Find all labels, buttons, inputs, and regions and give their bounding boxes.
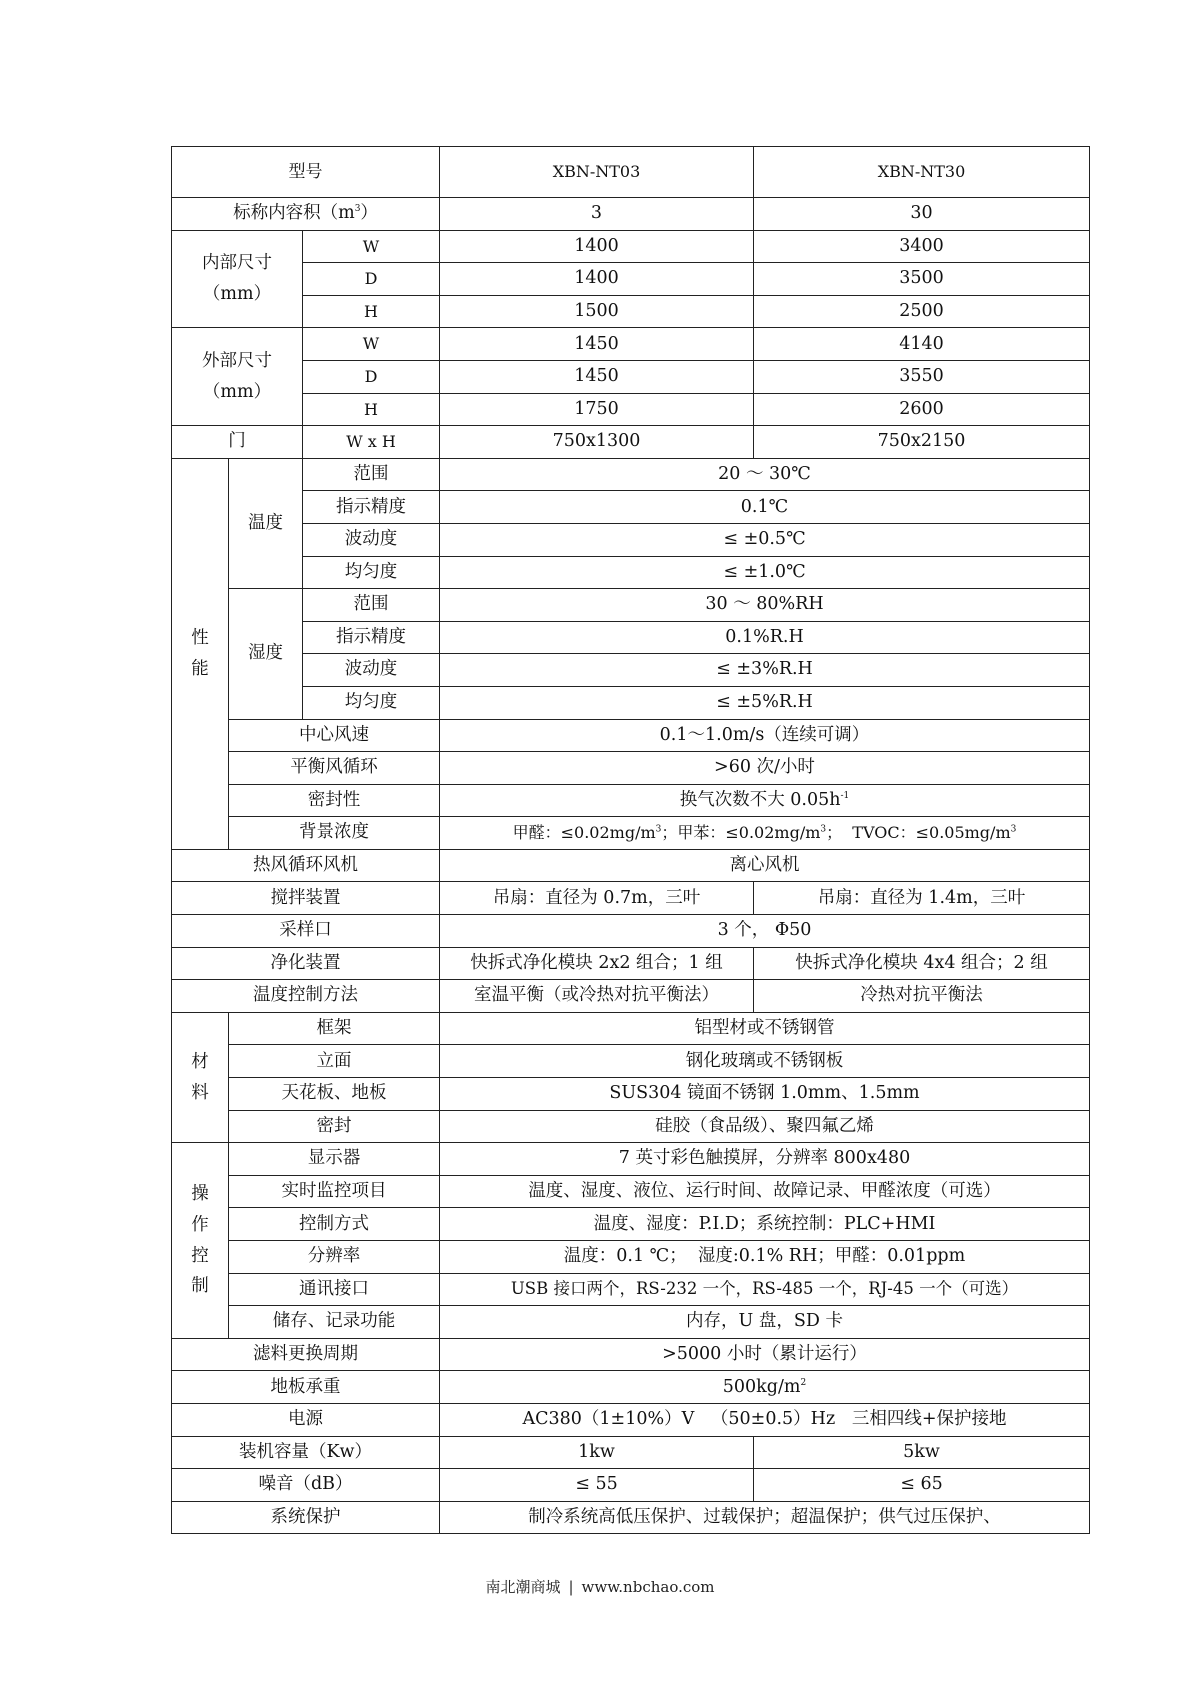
param-value: 钢化玻璃或不锈钢板 xyxy=(440,1045,1090,1078)
protection-value: 制冷系统高低压保护、过载保护；超温保护；供气过压保护、 xyxy=(440,1501,1090,1534)
capacity-b: 5kw xyxy=(754,1436,1090,1469)
control-label: 操 作 控 制 xyxy=(172,1143,229,1339)
param-value: ≤ ±5%R.H xyxy=(440,686,1090,719)
param-value: 硅胶（食品级）、聚四氟乙烯 xyxy=(440,1110,1090,1143)
external-a: 1750 xyxy=(440,393,754,426)
internal-dim: H xyxy=(303,295,440,328)
sampling-label: 采样口 xyxy=(172,915,440,948)
param-name: 均匀度 xyxy=(303,686,440,719)
param-name: 背景浓度 xyxy=(229,817,440,850)
temp-control-a: 室温平衡（或冷热对抗平衡法） xyxy=(440,980,754,1013)
row-hum-uniformity xyxy=(172,686,1090,719)
noise-b: ≤ 65 xyxy=(754,1469,1090,1502)
row-external-d xyxy=(172,360,1090,393)
door-a: 750x1300 xyxy=(440,426,754,459)
param-name: 实时监控项目 xyxy=(229,1175,440,1208)
row-control-resolution xyxy=(172,1241,1090,1274)
humidity-label: 湿度 xyxy=(229,589,303,719)
param-value: 0.1%R.H xyxy=(440,621,1090,654)
row-wind-speed xyxy=(172,719,1090,752)
row-material-frame xyxy=(172,1012,1090,1045)
row-hum-range xyxy=(172,589,1090,622)
performance-label: 性 能 xyxy=(172,458,229,849)
row-external-h xyxy=(172,393,1090,426)
page-footer xyxy=(0,1576,1200,1597)
row-control-interface xyxy=(172,1273,1090,1306)
param-name: 指示精度 xyxy=(303,491,440,524)
stirrer-b: 吊扇：直径为 1.4m，三叶 xyxy=(754,882,1090,915)
row-control-method xyxy=(172,1208,1090,1241)
purifier-label: 净化装置 xyxy=(172,947,440,980)
param-name: 控制方式 xyxy=(229,1208,440,1241)
param-value: 0.1℃ xyxy=(440,491,1090,524)
volume-a: 3 xyxy=(440,198,754,231)
row-hum-fluctuation xyxy=(172,654,1090,687)
row-control-storage xyxy=(172,1306,1090,1339)
param-value: 温度、湿度、液位、运行时间、故障记录、甲醛浓度（可选） xyxy=(440,1175,1090,1208)
param-name: 范围 xyxy=(303,458,440,491)
param-name: 天花板、地板 xyxy=(229,1078,440,1111)
param-name: 波动度 xyxy=(303,523,440,556)
row-sealing xyxy=(172,784,1090,817)
param-value: 甲醛：$\le 0.02mg/m^3$；甲苯：$\le 0.02mg/m^3$； TVOC：$\le 0.05mg/m^3$ xyxy=(440,817,1090,850)
param-name: 分辨率 xyxy=(229,1241,440,1274)
fan-label: 热风循环风机 xyxy=(172,849,440,882)
external-label: 外部尺寸 （mm） xyxy=(172,328,303,426)
floor-load-label: 地板承重 xyxy=(172,1371,440,1404)
floor-load-value: $500kg/m^2$ xyxy=(440,1371,1090,1404)
volume-label: 标称内容积$(m^3)$ xyxy=(172,198,440,231)
param-name: 密封 xyxy=(229,1110,440,1143)
purifier-a: 快拆式净化模块 2x2 组合；1 组 xyxy=(440,947,754,980)
noise-label: 噪音（dB） xyxy=(172,1469,440,1502)
param-name: 框架 xyxy=(229,1012,440,1045)
row-noise xyxy=(172,1469,1090,1502)
param-value: 20 ～ 30℃ xyxy=(440,458,1090,491)
internal-b: 2500 xyxy=(754,295,1090,328)
param-name: 密封性 xyxy=(229,784,440,817)
row-internal-h xyxy=(172,295,1090,328)
param-value: 温度、湿度：P.I.D；系统控制：PLC+HMI xyxy=(440,1208,1090,1241)
temp-control-b: 冷热对抗平衡法 xyxy=(754,980,1090,1013)
row-protection xyxy=(172,1501,1090,1534)
row-model xyxy=(172,147,1090,198)
param-value: 内存，U 盘，SD 卡 xyxy=(440,1306,1090,1339)
row-internal-w xyxy=(172,230,1090,263)
internal-dim: D xyxy=(303,263,440,296)
temperature-label: 温度 xyxy=(229,458,303,588)
spec-table xyxy=(171,146,1090,1534)
material-label: 材 料 xyxy=(172,1012,229,1142)
internal-b: 3400 xyxy=(754,230,1090,263)
row-background xyxy=(172,817,1090,850)
param-name: 平衡风循环 xyxy=(229,752,440,785)
external-dim: W xyxy=(303,328,440,361)
row-power xyxy=(172,1403,1090,1436)
row-temp-range xyxy=(172,458,1090,491)
protection-label: 系统保护 xyxy=(172,1501,440,1534)
footer-separator: | xyxy=(568,1578,574,1596)
external-b: 2600 xyxy=(754,393,1090,426)
row-filter xyxy=(172,1338,1090,1371)
row-temp-fluctuation xyxy=(172,523,1090,556)
param-value: ≤ ±3%R.H xyxy=(440,654,1090,687)
row-material-facade xyxy=(172,1045,1090,1078)
external-a: 1450 xyxy=(440,360,754,393)
param-value: 30 ～ 80%RH xyxy=(440,589,1090,622)
param-name: 均匀度 xyxy=(303,556,440,589)
internal-label: 内部尺寸 （mm） xyxy=(172,230,303,328)
row-control-display xyxy=(172,1143,1090,1176)
param-value: 7 英寸彩色触摸屏，分辨率 800x480 xyxy=(440,1143,1090,1176)
row-hum-accuracy xyxy=(172,621,1090,654)
power-value: AC380（1±10%）V （50±0.5）Hz 三相四线+保护接地 xyxy=(440,1403,1090,1436)
row-circulation xyxy=(172,752,1090,785)
external-b: 3550 xyxy=(754,360,1090,393)
row-capacity xyxy=(172,1436,1090,1469)
footer-url[interactable]: www.nbchao.com xyxy=(581,1578,715,1596)
param-value: SUS304 镜面不锈钢 1.0mm、1.5mm xyxy=(440,1078,1090,1111)
row-volume xyxy=(172,198,1090,231)
filter-value: >5000 小时（累计运行） xyxy=(440,1338,1090,1371)
param-value: ≤ ±1.0℃ xyxy=(440,556,1090,589)
param-value: 温度：0.1 ℃； 湿度:0.1% RH；甲醛：0.01ppm xyxy=(440,1241,1090,1274)
row-temp-accuracy xyxy=(172,491,1090,524)
door-b: 750x2150 xyxy=(754,426,1090,459)
row-fan xyxy=(172,849,1090,882)
model-a: XBN-NT03 xyxy=(440,147,754,198)
param-value: 铝型材或不锈钢管 xyxy=(440,1012,1090,1045)
row-temp-control xyxy=(172,980,1090,1013)
row-internal-d xyxy=(172,263,1090,296)
door-label: 门 xyxy=(172,426,303,459)
stirrer-label: 搅拌装置 xyxy=(172,882,440,915)
stirrer-a: 吊扇：直径为 0.7m，三叶 xyxy=(440,882,754,915)
footer-site-name: 南北潮商城 xyxy=(485,1578,561,1596)
door-dim: W x H xyxy=(303,426,440,459)
row-stirrer xyxy=(172,882,1090,915)
external-a: 1450 xyxy=(440,328,754,361)
param-name: 范围 xyxy=(303,589,440,622)
row-temp-uniformity xyxy=(172,556,1090,589)
external-dim: H xyxy=(303,393,440,426)
sampling-value: 3 个， Φ50 xyxy=(440,915,1090,948)
temp-control-label: 温度控制方法 xyxy=(172,980,440,1013)
param-value: 换气次数不大 $0.05h^{-1}$ xyxy=(440,784,1090,817)
param-value: ≤ ±0.5℃ xyxy=(440,523,1090,556)
purifier-b: 快拆式净化模块 4x4 组合；2 组 xyxy=(754,947,1090,980)
row-door xyxy=(172,426,1090,459)
model-b: XBN-NT30 xyxy=(754,147,1090,198)
param-name: 中心风速 xyxy=(229,719,440,752)
param-name: 波动度 xyxy=(303,654,440,687)
param-value: USB 接口两个，RS-232 一个，RS-485 一个，RJ-45 一个（可选） xyxy=(440,1273,1090,1306)
internal-a: 1400 xyxy=(440,263,754,296)
internal-dim: W xyxy=(303,230,440,263)
row-material-seal xyxy=(172,1110,1090,1143)
param-name: 通讯接口 xyxy=(229,1273,440,1306)
external-dim: D xyxy=(303,360,440,393)
param-name: 显示器 xyxy=(229,1143,440,1176)
capacity-label: 装机容量（Kw） xyxy=(172,1436,440,1469)
row-control-monitor xyxy=(172,1175,1090,1208)
external-b: 4140 xyxy=(754,328,1090,361)
param-name: 指示精度 xyxy=(303,621,440,654)
param-name: 立面 xyxy=(229,1045,440,1078)
param-value: 0.1～1.0m/s（连续可调） xyxy=(440,719,1090,752)
capacity-a: 1kw xyxy=(440,1436,754,1469)
row-sampling xyxy=(172,915,1090,948)
param-name: 储存、记录功能 xyxy=(229,1306,440,1339)
row-floor-load xyxy=(172,1371,1090,1404)
row-purifier xyxy=(172,947,1090,980)
row-external-w xyxy=(172,328,1090,361)
row-material-ceiling xyxy=(172,1078,1090,1111)
param-value: >60 次/小时 xyxy=(440,752,1090,785)
noise-a: ≤ 55 xyxy=(440,1469,754,1502)
internal-a: 1500 xyxy=(440,295,754,328)
filter-label: 滤料更换周期 xyxy=(172,1338,440,1371)
internal-a: 1400 xyxy=(440,230,754,263)
volume-b: 30 xyxy=(754,198,1090,231)
fan-value: 离心风机 xyxy=(440,849,1090,882)
power-label: 电源 xyxy=(172,1403,440,1436)
model-label: 型号 xyxy=(172,147,440,198)
internal-b: 3500 xyxy=(754,263,1090,296)
